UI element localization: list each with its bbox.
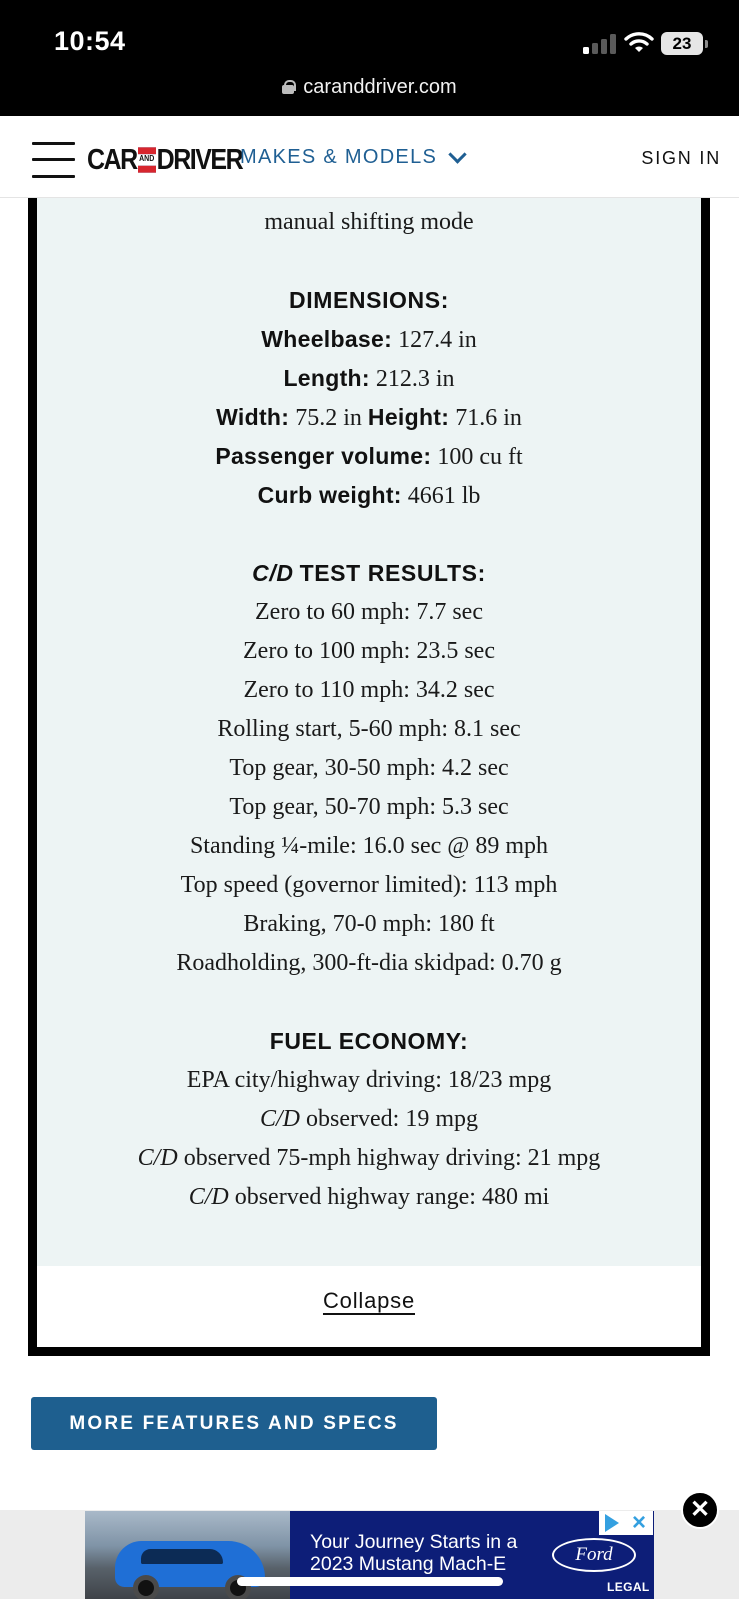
ford-logo: Ford	[552, 1538, 636, 1572]
spec-wheelbase: Wheelbase: 127.4 in	[261, 326, 477, 353]
logo-driver: DRIVER	[156, 143, 243, 176]
logo-and-mark	[138, 147, 156, 172]
specs-panel	[28, 150, 710, 1356]
spec-curb-weight: Curb weight: 4661 lb	[257, 482, 481, 509]
fuel-range: C/D observed highway range: 480 mi	[188, 1184, 550, 1210]
fuel-observed: C/D observed: 19 mpg	[260, 1106, 478, 1132]
spec-width-height: Width: 75.2 in Height: 71.6 in	[216, 404, 522, 431]
spec-passenger-volume: Passenger volume: 100 cu ft	[215, 443, 523, 470]
hamburger-menu-icon[interactable]	[32, 142, 75, 178]
lock-icon	[282, 80, 294, 94]
ad-legal-link[interactable]: LEGAL	[607, 1580, 650, 1594]
specs-content	[37, 150, 701, 1266]
status-bar	[0, 0, 739, 116]
address-bar[interactable]	[0, 76, 739, 104]
test-result-line: Braking, 70-0 mph: 180 ft	[243, 911, 495, 937]
ad-dismiss-icon[interactable]: ×	[632, 1511, 647, 1536]
status-time: 10:54	[54, 26, 126, 56]
test-result-line: Rolling start, 5-60 mph: 8.1 sec	[217, 716, 521, 742]
fuel-economy-heading: FUEL ECONOMY:	[269, 1028, 469, 1054]
test-result-line: Zero to 110 mph: 34.2 sec	[243, 677, 495, 703]
test-result-line: Zero to 100 mph: 23.5 sec	[243, 638, 495, 664]
test-result-line: Roadholding, 300-ft-dia skidpad: 0.70 g	[176, 950, 562, 976]
ad-headline	[310, 1531, 517, 1575]
battery-nub	[705, 40, 708, 48]
site-logo[interactable]	[87, 144, 242, 176]
site-header	[0, 116, 739, 198]
test-result-line: Top gear, 30-50 mph: 4.2 sec	[229, 755, 509, 781]
home-indicator[interactable]	[237, 1577, 503, 1586]
chevron-down-icon	[448, 145, 466, 163]
test-result-line: Standing ¼-mile: 16.0 sec @ 89 mph	[189, 833, 549, 859]
test-result-line: Top gear, 50-70 mph: 5.3 sec	[229, 794, 509, 820]
transmission-tail: manual shifting mode	[264, 209, 474, 235]
wheel	[133, 1575, 159, 1599]
spec-length: Length: 212.3 in	[283, 365, 455, 392]
wifi-icon	[624, 30, 654, 54]
collapse-link[interactable]: Collapse	[322, 1288, 415, 1313]
makes-models-label: MAKES & MODELS	[240, 146, 438, 168]
test-result-line: Top speed (governor limited): 113 mph	[180, 872, 558, 898]
ad-line-1: Your Journey Starts in a	[310, 1531, 518, 1553]
fuel-epa: EPA city/highway driving: 18/23 mpg	[186, 1067, 552, 1093]
ad-line-2: 2023 Mustang Mach-E	[310, 1553, 507, 1575]
ad-close-button[interactable]: ✕	[681, 1491, 719, 1529]
test-results-heading: C/D TEST RESULTS:	[252, 560, 486, 586]
sign-in-link[interactable]: SIGN IN	[641, 148, 721, 168]
makes-models-dropdown[interactable]	[240, 146, 464, 169]
cellular-signal-icon	[583, 34, 617, 54]
battery-icon: 23	[661, 32, 703, 55]
logo-and-text: AND	[138, 154, 156, 166]
more-features-specs-button[interactable]: MORE FEATURES AND SPECS	[31, 1397, 437, 1450]
test-result-line: Zero to 60 mph: 7.7 sec	[255, 599, 483, 625]
dimensions-heading: DIMENSIONS:	[289, 287, 449, 313]
adchoices-play-icon	[605, 1514, 619, 1532]
logo-car: CAR	[87, 143, 137, 176]
adchoices-icon[interactable]	[599, 1511, 653, 1535]
fuel-highway: C/D observed 75-mph highway driving: 21 mpg	[137, 1145, 601, 1171]
url-text: caranddriver.com	[303, 76, 457, 98]
